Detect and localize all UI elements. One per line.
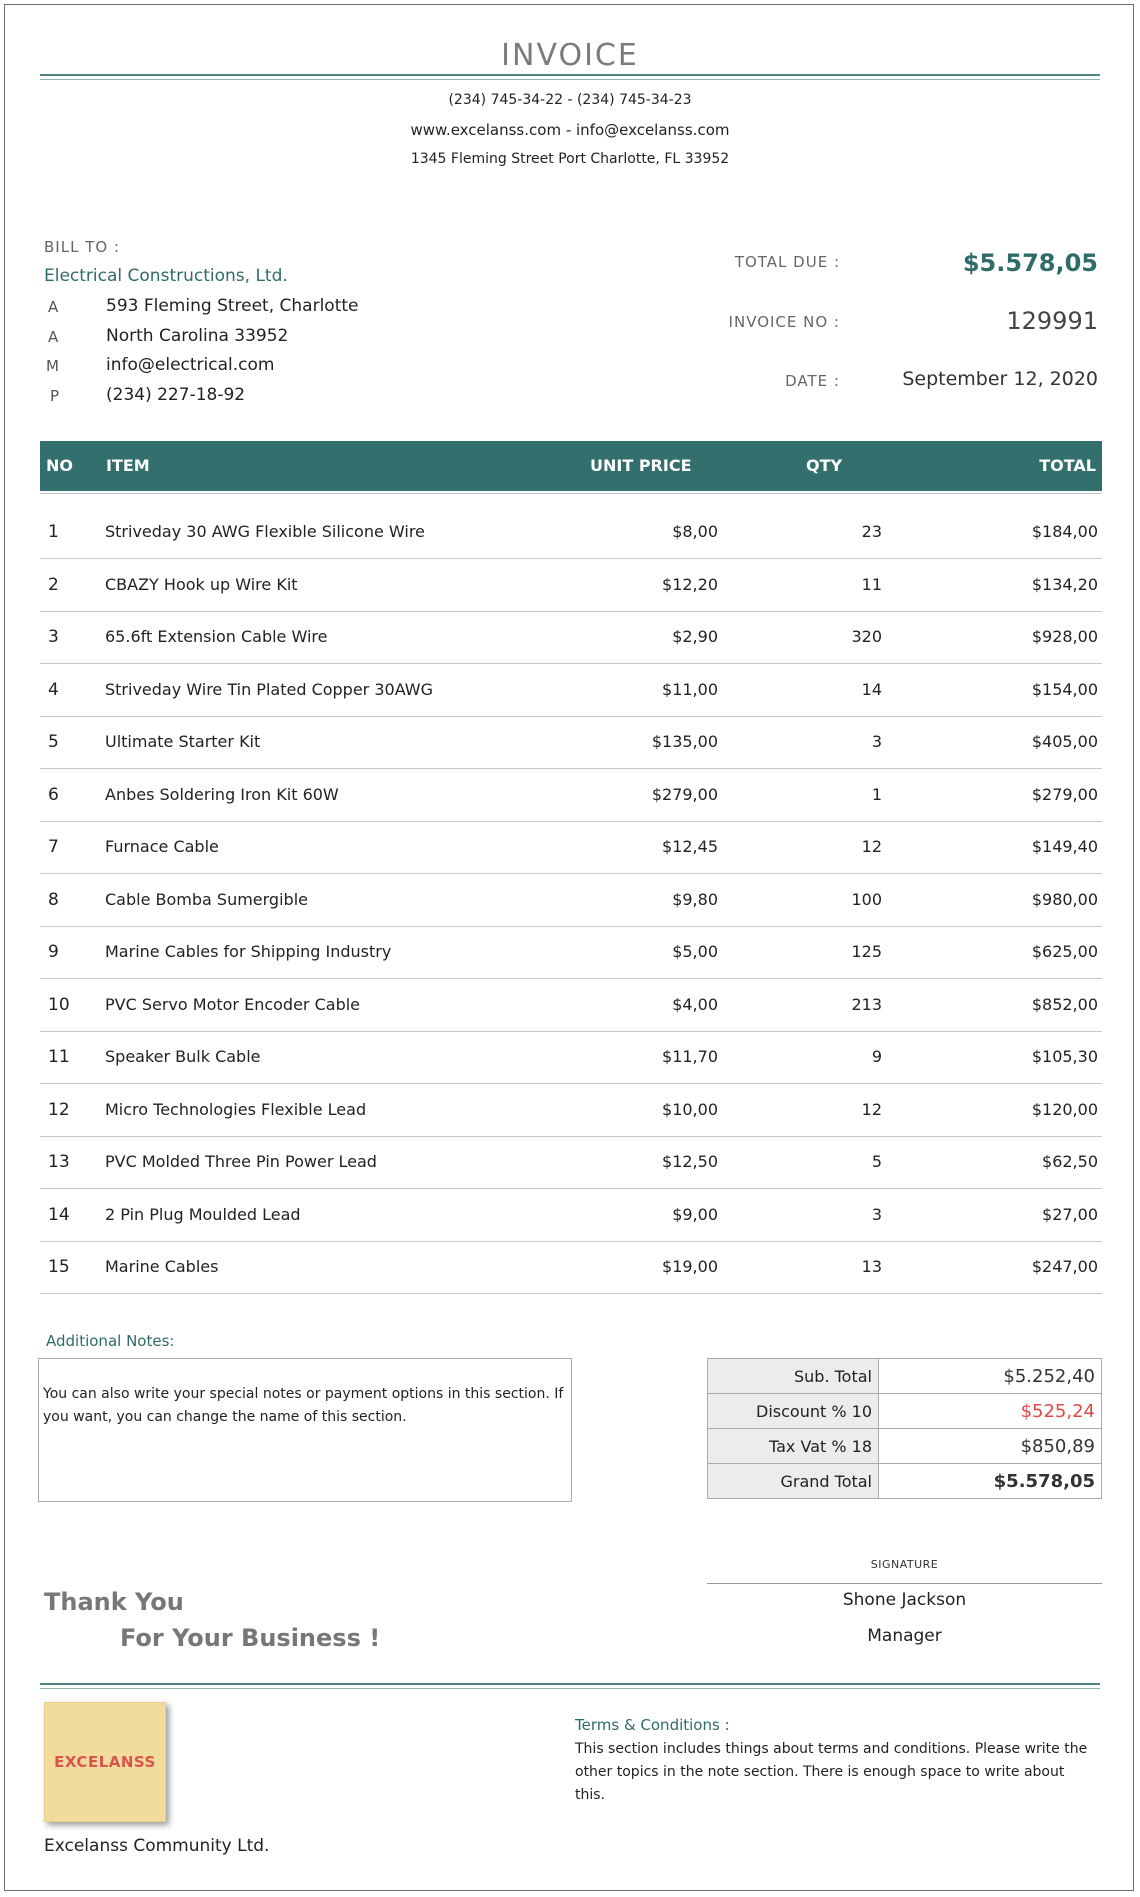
row-item: PVC Servo Motor Encoder Cable [105, 995, 361, 1014]
table-row [40, 1084, 1102, 1137]
row-item: Marine Cables for Shipping Industry [105, 942, 392, 961]
bill-to-address-2: North Carolina 33952 [106, 326, 289, 346]
footer-divider [40, 1683, 1100, 1685]
table-row [40, 611, 1102, 664]
table-row [40, 926, 1102, 979]
header-divider [40, 74, 1100, 76]
bill-to-address-1: 593 Fleming Street, Charlotte [106, 296, 359, 316]
row-qty: 125 [851, 942, 882, 961]
row-no: 2 [48, 575, 59, 595]
row-no: 9 [48, 942, 59, 962]
table-header-underline [40, 493, 1102, 494]
row-no: 5 [48, 732, 59, 752]
grand-total-row [708, 1464, 1102, 1499]
row-qty: 13 [861, 1257, 882, 1276]
row-qty: 14 [861, 680, 882, 699]
row-unit-price: $12,45 [662, 837, 718, 856]
discount-label: Discount % 10 [708, 1394, 879, 1429]
row-item: Striveday Wire Tin Plated Copper 30AWG [105, 680, 433, 699]
row-item: 65.6ft Extension Cable Wire [105, 627, 328, 646]
row-total: $928,00 [1031, 627, 1098, 646]
tax-value: $850,89 [879, 1429, 1102, 1464]
table-row [40, 1241, 1102, 1294]
footer-divider-thin [40, 1688, 1100, 1689]
row-no: 6 [48, 785, 59, 805]
col-header-unit-price: UNIT PRICE [590, 456, 692, 475]
row-item: Marine Cables [105, 1257, 219, 1276]
table-row [40, 506, 1102, 559]
totals-table [707, 1358, 1102, 1499]
subtotal-row [708, 1359, 1102, 1394]
row-unit-price: $135,00 [651, 732, 718, 751]
row-qty: 12 [861, 1100, 882, 1119]
company-name: Excelanss Community Ltd. [44, 1836, 270, 1856]
table-row [40, 769, 1102, 822]
col-header-no: NO [46, 456, 73, 475]
row-qty: 9 [871, 1047, 882, 1066]
grand-total-label: Grand Total [708, 1464, 879, 1499]
row-item: Striveday 30 AWG Flexible Silicone Wire [105, 522, 425, 541]
invoice-no-value: 129991 [1006, 307, 1098, 335]
row-item: Ultimate Starter Kit [105, 732, 261, 751]
notes-box: You can also write your special notes or payment options in this section. If you want, you can change the name of this section. [38, 1358, 572, 1502]
table-row [40, 1031, 1102, 1084]
date-label: DATE : [785, 372, 840, 390]
invoice-no-label: INVOICE NO : [728, 313, 840, 331]
table-row [40, 559, 1102, 612]
row-total: $154,00 [1031, 680, 1098, 699]
discount-value: $525,24 [879, 1394, 1102, 1429]
row-no: 3 [48, 627, 59, 647]
row-item: Anbes Soldering Iron Kit 60W [105, 785, 339, 804]
row-qty: 5 [871, 1152, 882, 1171]
bill-to-phone: (234) 227-18-92 [106, 385, 246, 405]
row-no: 13 [48, 1152, 70, 1172]
row-total: $120,00 [1031, 1100, 1098, 1119]
row-no: 11 [48, 1047, 70, 1067]
row-total: $134,20 [1031, 575, 1098, 594]
tax-label: Tax Vat % 18 [708, 1429, 879, 1464]
row-total: $852,00 [1031, 995, 1098, 1014]
bill-to-name: Electrical Constructions, Ltd. [44, 266, 288, 286]
terms-title: Terms & Conditions : [575, 1716, 730, 1734]
table-row [40, 1189, 1102, 1242]
total-due-label: TOTAL DUE : [734, 253, 840, 271]
bill-to-key: A [48, 298, 59, 316]
subtotal-label: Sub. Total [708, 1359, 879, 1394]
row-unit-price: $10,00 [662, 1100, 718, 1119]
row-qty: 100 [851, 890, 882, 909]
row-unit-price: $9,80 [672, 890, 718, 909]
row-unit-price: $4,00 [672, 995, 718, 1014]
row-qty: 3 [871, 732, 882, 751]
row-item: Speaker Bulk Cable [105, 1047, 261, 1066]
thank-you-line-2: For Your Business ! [120, 1624, 381, 1652]
row-unit-price: $5,00 [672, 942, 718, 961]
row-item: CBAZY Hook up Wire Kit [105, 575, 298, 594]
signature-line [707, 1583, 1102, 1584]
signature-role: Manager [867, 1626, 942, 1646]
row-unit-price: $12,50 [662, 1152, 718, 1171]
signature-label: SIGNATURE [870, 1558, 939, 1571]
row-no: 15 [48, 1257, 70, 1277]
row-item: Micro Technologies Flexible Lead [105, 1100, 367, 1119]
thank-you-line-1: Thank You [44, 1588, 184, 1616]
row-total: $149,40 [1031, 837, 1098, 856]
row-total: $279,00 [1031, 785, 1098, 804]
row-no: 14 [48, 1205, 70, 1225]
total-due-value: $5.578,05 [962, 249, 1098, 277]
row-item: PVC Molded Three Pin Power Lead [105, 1152, 377, 1171]
row-unit-price: $279,00 [651, 785, 718, 804]
row-unit-price: $8,00 [672, 522, 718, 541]
table-row [40, 716, 1102, 769]
company-address: 1345 Fleming Street Port Charlotte, FL 33952 [410, 151, 730, 167]
row-unit-price: $11,70 [662, 1047, 718, 1066]
grand-total-value: $5.578,05 [879, 1464, 1102, 1499]
items-table-header [40, 441, 1102, 491]
col-header-qty: QTY [806, 456, 843, 475]
row-total: $980,00 [1031, 890, 1098, 909]
row-no: 12 [48, 1100, 70, 1120]
row-item: 2 Pin Plug Moulded Lead [105, 1205, 301, 1224]
row-unit-price: $12,20 [662, 575, 718, 594]
row-qty: 213 [851, 995, 882, 1014]
header-divider-thin [40, 79, 1100, 80]
row-qty: 12 [861, 837, 882, 856]
row-qty: 320 [851, 627, 882, 646]
signature-name: Shone Jackson [842, 1590, 967, 1610]
row-total: $62,50 [1042, 1152, 1098, 1171]
row-qty: 1 [871, 785, 882, 804]
row-unit-price: $19,00 [662, 1257, 718, 1276]
logo-wordmark: EXCELANSS [54, 1753, 156, 1771]
row-qty: 23 [861, 522, 882, 541]
table-row [40, 979, 1102, 1032]
table-row [40, 874, 1102, 927]
row-total: $27,00 [1042, 1205, 1098, 1224]
row-total: $405,00 [1031, 732, 1098, 751]
row-item: Furnace Cable [105, 837, 219, 856]
company-logo [44, 1702, 166, 1822]
row-total: $247,00 [1031, 1257, 1098, 1276]
row-total: $105,30 [1031, 1047, 1098, 1066]
notes-title: Additional Notes: [46, 1332, 175, 1350]
row-no: 7 [48, 837, 59, 857]
company-phones: (234) 745-34-22 - (234) 745-34-23 [448, 92, 692, 108]
row-qty: 3 [871, 1205, 882, 1224]
row-unit-price: $2,90 [672, 627, 718, 646]
col-header-total: TOTAL [1039, 456, 1096, 475]
date-value: September 12, 2020 [902, 368, 1098, 390]
table-row [40, 821, 1102, 874]
table-row [40, 1136, 1102, 1189]
row-no: 1 [48, 522, 59, 542]
bill-to-email: info@electrical.com [106, 355, 275, 375]
row-total: $184,00 [1031, 522, 1098, 541]
tax-row [708, 1429, 1102, 1464]
terms-text: This section includes things about terms and conditions. Please write the other topics in the note section. There is enough space to write about this. [575, 1741, 1088, 1803]
bill-to-key: M [46, 357, 59, 375]
invoice-title: INVOICE [501, 38, 639, 73]
bill-to-label: BILL TO : [44, 238, 120, 256]
row-total: $625,00 [1031, 942, 1098, 961]
subtotal-value: $5.252,40 [879, 1359, 1102, 1394]
row-qty: 11 [861, 575, 882, 594]
row-no: 10 [48, 995, 70, 1015]
row-item: Cable Bomba Sumergible [105, 890, 308, 909]
table-row [40, 664, 1102, 717]
discount-row [708, 1394, 1102, 1429]
company-web-email: www.excelanss.com - info@excelanss.com [410, 121, 730, 139]
row-unit-price: $11,00 [662, 680, 718, 699]
row-no: 4 [48, 680, 59, 700]
row-no: 8 [48, 890, 59, 910]
bill-to-key: A [48, 328, 59, 346]
col-header-item: ITEM [106, 456, 150, 475]
bill-to-key: P [50, 387, 60, 405]
row-unit-price: $9,00 [672, 1205, 718, 1224]
